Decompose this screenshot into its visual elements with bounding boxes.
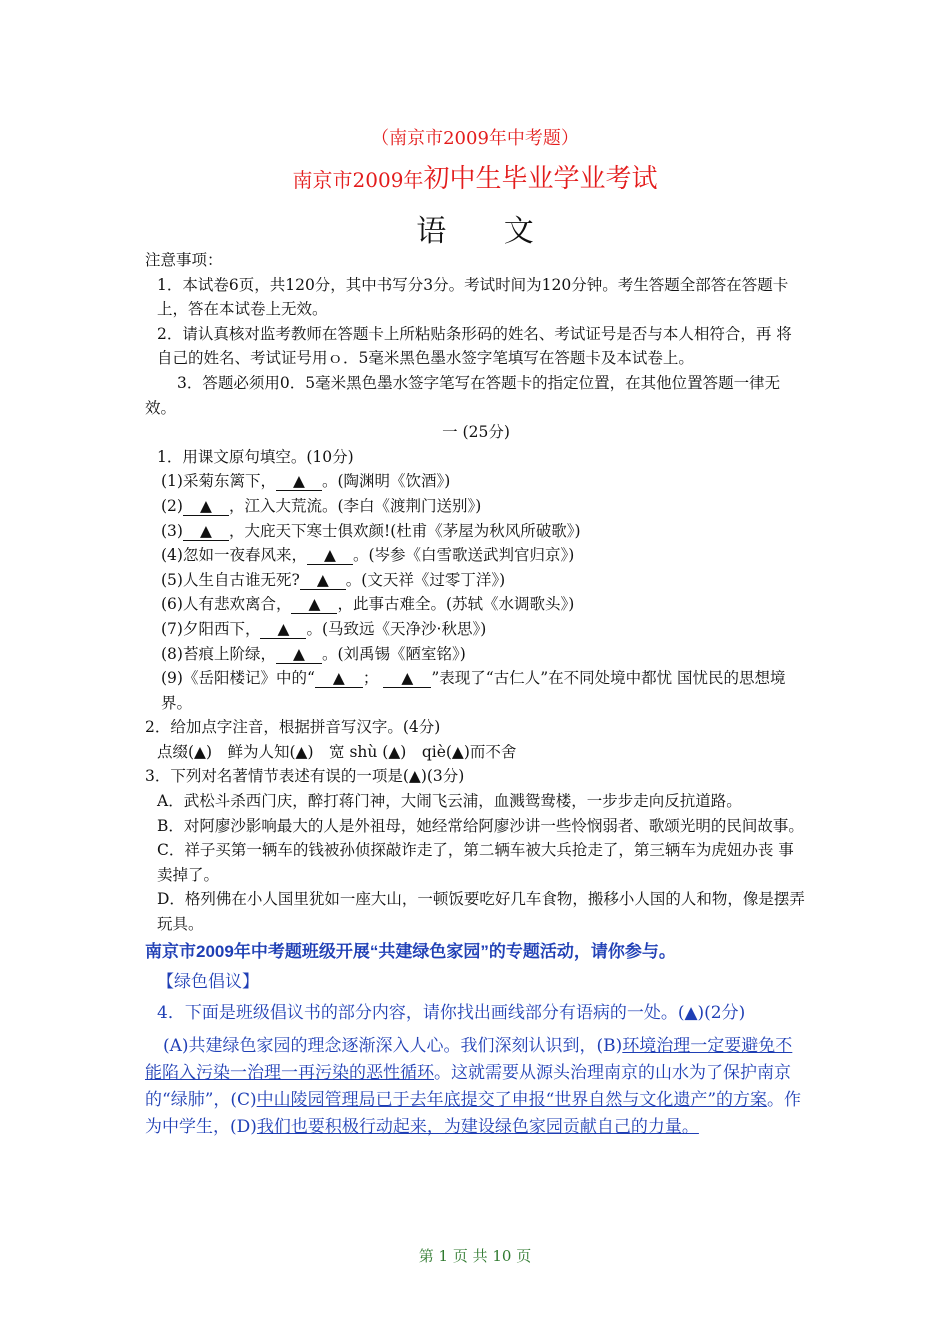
q1-item-9: (9)《岳阳楼记》中的“ ▲ ； ▲ ”表现了“古仁人”在不同处境中都忧 国忧民的思想境界。 bbox=[161, 669, 786, 712]
q4-passage bbox=[145, 1033, 807, 1141]
answer-blank: ▲ bbox=[276, 472, 322, 491]
exam-body bbox=[145, 248, 807, 1141]
underlined-segment: 我们也要积极行动起来，为建设绿色家园贡献自己的力量。 bbox=[256, 1116, 699, 1137]
passage-segment: 。这就需要从源头治理南京的山水为了保护南京的“绿肺”，(C) bbox=[145, 1062, 791, 1110]
activity-title: 南京市2009年中考题班级开展“共建绿色家园”的专题活动，请你参与。 bbox=[145, 941, 676, 961]
q1-item: (4)忽如一夜春风来， ▲ 。(岑参《白雪歌送武判官归京》) bbox=[161, 546, 575, 565]
passage-segment: 共建绿色家园的理念逐渐深入人心。 bbox=[188, 1035, 461, 1056]
section-title: 一 (25分) bbox=[442, 423, 510, 442]
subject-title: 语 文 bbox=[416, 214, 558, 249]
q1-item: (7)夕阳西下， ▲ 。(马致远《天净沙·秋思》) bbox=[161, 619, 487, 638]
q1-item: (3) ▲ ，大庇天下寒士俱欢颜!(杜甫《茅屋为秋风所破歌》) bbox=[161, 521, 581, 540]
answer-blank: ▲ bbox=[260, 620, 306, 639]
answer-blank: ▲ bbox=[183, 522, 229, 541]
q3-option-b: B．对阿廖沙影响最大的人是外祖母，她经常给阿廖沙讲一些怜悯弱者、歌颂光明的民间故事。 bbox=[157, 816, 804, 835]
notice-item-1: 1．本试卷6页，共120分，其中书写分3分。考试时间为120分钟。考生答题全部答在答题卡上，答在本试卷上无效。 bbox=[157, 275, 789, 319]
source-note: （南京市2009年中考题） bbox=[371, 128, 579, 149]
q1-stem: 1．用课文原句填空。(10分) bbox=[157, 447, 354, 466]
q3-option-d: D．格列佛在小人国里犹如一座大山，一顿饭要吃好几车食物，搬移小人国的人和物，像是摆弄玩具。 bbox=[157, 890, 805, 934]
exam-title-prefix: 南京市2009年 bbox=[292, 168, 424, 192]
q1-item: (5)人生自古谁无死? ▲ 。(文天祥《过零丁洋》) bbox=[161, 570, 506, 589]
q1-items bbox=[145, 469, 807, 666]
q3-option-a: A．武松斗杀西门庆，醉打蒋门神，大闹飞云浦，血溅鸳鸯楼，一步步走向反抗道路。 bbox=[157, 792, 742, 811]
passage-segment: 。作 为中学生，(D) bbox=[145, 1089, 802, 1137]
answer-blank: ▲ bbox=[300, 571, 346, 590]
notice-item-2: 2．请认真核对监考教师在答题卡上所粘贴条形码的姓名、考试证号是否与本人相符合，再 将自己的姓名、考试证号用ｏ．5毫米黑色墨水签字笔填写在答题卡及本试卷上。 bbox=[157, 324, 792, 368]
answer-blank: ▲ bbox=[276, 645, 322, 664]
q1-item: (6)人有悲欢离合， ▲ ，此事古难全。(苏轼《水调歌头》) bbox=[161, 595, 575, 614]
activity-subtitle: 【绿色倡议】 bbox=[157, 971, 259, 992]
notice-title: 注意事项： bbox=[145, 251, 223, 269]
passage-segment: 我们深刻认识到，(B) bbox=[460, 1035, 623, 1056]
notice-item-3: 3．答题必须用0．5毫米黑色墨水签字笔写在答题卡的指定位置，在其他位置答题一律无效。 bbox=[145, 373, 781, 417]
answer-blank: ▲ bbox=[307, 546, 353, 565]
q1-item: (1)采菊东篱下， ▲ 。(陶渊明《饮酒》) bbox=[161, 472, 451, 491]
q1-item: (8)苔痕上阶绿， ▲ 。(刘禹锡《陋室铭》) bbox=[161, 644, 466, 663]
q2-line: 点缀(▲) 鲜为人知(▲) 宽 shù (▲) qiè(▲)而不舍 bbox=[157, 742, 517, 761]
page-footer: 第 1 页 共 10 页 bbox=[418, 1247, 532, 1265]
q3-option-c: C．祥子买第一辆车的钱被孙侦探敲诈走了，第二辆车被大兵抢走了，第三辆车为虎妞办丧 事卖掉了。 bbox=[157, 841, 794, 884]
passage-segment: (A) bbox=[163, 1035, 189, 1056]
q2-stem: 2．给加点字注音，根据拼音写汉字。(4分) bbox=[145, 718, 441, 737]
underlined-segment: 中山陵园管理局已于去年底提交了申报“世界自然与文化遗产”的方案 bbox=[256, 1089, 768, 1110]
answer-blank: ▲ bbox=[183, 497, 229, 516]
q3-stem: 3．下列对名著情节表述有误的一项是(▲)(3分) bbox=[145, 767, 465, 786]
exam-title bbox=[0, 158, 950, 195]
underlined-segment: 环境治理一定要避免不能陷入污染一治理一再污染的恶性循环 bbox=[145, 1035, 793, 1083]
exam-title-main: 初中生毕业学业考试 bbox=[423, 164, 658, 194]
q4-stem: 4．下面是班级倡议书的部分内容，请你找出画线部分有语病的一处。(▲)(2分) bbox=[157, 1002, 746, 1023]
answer-blank: ▲ bbox=[315, 669, 363, 688]
answer-blank: ▲ bbox=[291, 595, 337, 614]
answer-blank: ▲ bbox=[383, 669, 431, 688]
q1-item: (2) ▲ ，江入大荒流。(李白《渡荆门送别》) bbox=[161, 496, 482, 515]
